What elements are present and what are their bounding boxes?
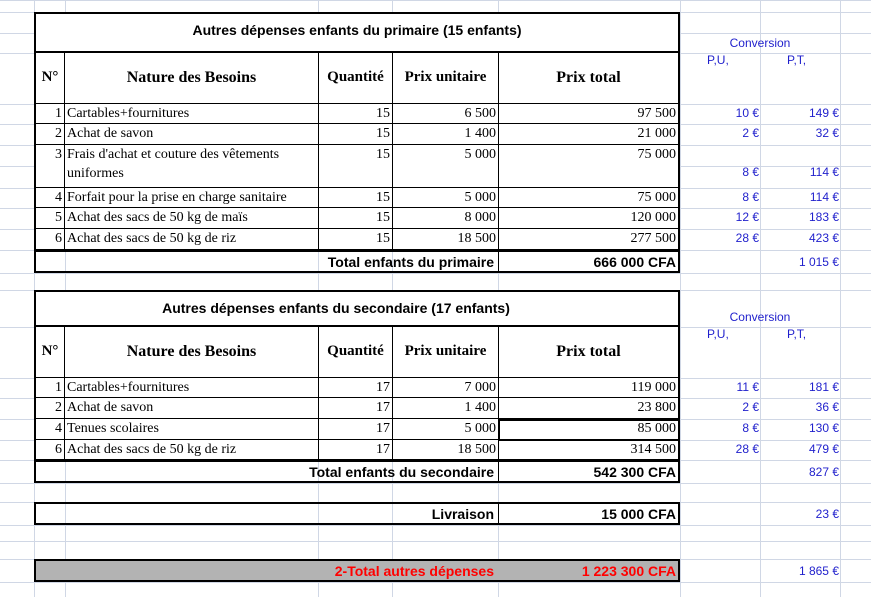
- row-total-price[interactable]: 75 000: [637, 147, 676, 162]
- row-unit-price[interactable]: 18 500: [457, 231, 496, 246]
- row-unit-price[interactable]: 1 400: [464, 400, 496, 415]
- row-eur-unit[interactable]: 28 €: [735, 232, 759, 245]
- row-nature[interactable]: Achat de savon: [67, 400, 154, 415]
- secondary-conversion-label: Conversion: [729, 311, 791, 324]
- secondary-header-total: Prix total: [556, 343, 621, 360]
- row-number[interactable]: 1: [55, 106, 62, 121]
- row-total-price[interactable]: 119 000: [631, 380, 676, 395]
- row-number[interactable]: 3: [55, 147, 62, 162]
- row-eur-total[interactable]: 130 €: [808, 422, 839, 435]
- row-unit-price[interactable]: 18 500: [457, 442, 496, 457]
- row-eur-unit[interactable]: 28 €: [735, 443, 759, 456]
- row-unit-price[interactable]: 5 000: [464, 421, 496, 436]
- row-total-price[interactable]: 277 500: [630, 231, 676, 246]
- row-quantity[interactable]: 17: [376, 421, 390, 436]
- row-eur-unit[interactable]: 2 €: [742, 401, 759, 414]
- row-nature[interactable]: Cartables+fournitures: [67, 380, 190, 395]
- row-eur-total[interactable]: 181 €: [808, 381, 839, 394]
- row-eur-total[interactable]: 114 €: [809, 191, 839, 204]
- primary-total-eur: 1 015 €: [798, 256, 839, 269]
- row-unit-price[interactable]: 6 500: [464, 106, 496, 121]
- primary-header-nature: Nature des Besoins: [126, 69, 257, 86]
- row-eur-total[interactable]: 32 €: [815, 127, 839, 140]
- row-eur-unit[interactable]: 10 €: [735, 107, 759, 120]
- row-eur-total[interactable]: 423 €: [808, 232, 839, 245]
- row-eur-total[interactable]: 149 €: [808, 107, 839, 120]
- row-number[interactable]: 4: [55, 421, 62, 436]
- row-eur-unit[interactable]: 8 €: [742, 166, 759, 179]
- grand-total-eur: 1 865 €: [798, 565, 839, 578]
- selected-cell[interactable]: [498, 419, 680, 441]
- row-quantity[interactable]: 15: [376, 190, 390, 205]
- primary-conversion-pt: P,T,: [787, 54, 807, 67]
- row-quantity[interactable]: 17: [376, 442, 390, 457]
- secondary-header-unit: Prix unitaire: [404, 343, 487, 359]
- primary-header-no: N°: [41, 69, 59, 85]
- row-nature[interactable]: Achat des sacs de 50 kg de maïs: [67, 210, 248, 225]
- row-unit-price[interactable]: 8 000: [464, 210, 496, 225]
- row-total-price[interactable]: 97 500: [637, 106, 676, 121]
- grand-total-value: 1 223 300 CFA: [581, 563, 676, 579]
- secondary-header-qty: Quantité: [327, 343, 384, 359]
- row-nature-continued[interactable]: uniformes: [67, 166, 124, 181]
- row-eur-unit[interactable]: 12 €: [735, 211, 759, 224]
- row-eur-unit[interactable]: 11 €: [736, 381, 759, 394]
- row-nature[interactable]: Achat des sacs de 50 kg de riz: [67, 442, 237, 457]
- row-number[interactable]: 1: [55, 380, 62, 395]
- grand-total-label: 2-Total autres dépenses: [334, 563, 494, 579]
- row-unit-price[interactable]: 5 000: [464, 190, 496, 205]
- row-nature[interactable]: Tenues scolaires: [67, 421, 159, 436]
- primary-total-value: 666 000 CFA: [593, 254, 676, 270]
- row-number[interactable]: 2: [55, 126, 62, 141]
- row-eur-unit[interactable]: 8 €: [742, 191, 759, 204]
- secondary-total-value: 542 300 CFA: [593, 464, 676, 480]
- row-nature[interactable]: Cartables+fournitures: [67, 106, 190, 121]
- row-nature[interactable]: Achat des sacs de 50 kg de riz: [67, 231, 237, 246]
- row-eur-unit[interactable]: 8 €: [742, 422, 759, 435]
- row-number[interactable]: 2: [55, 400, 62, 415]
- row-quantity[interactable]: 15: [376, 126, 390, 141]
- row-number[interactable]: 6: [55, 231, 62, 246]
- row-eur-total[interactable]: 114 €: [809, 166, 839, 179]
- row-unit-price[interactable]: 1 400: [464, 126, 496, 141]
- primary-header-unit: Prix unitaire: [404, 69, 487, 85]
- row-unit-price[interactable]: 5 000: [464, 147, 496, 162]
- row-eur-total[interactable]: 479 €: [808, 443, 839, 456]
- secondary-header-nature: Nature des Besoins: [126, 343, 257, 360]
- row-number[interactable]: 4: [55, 190, 62, 205]
- row-number[interactable]: 5: [55, 210, 62, 225]
- row-nature[interactable]: Achat de savon: [67, 126, 154, 141]
- primary-conversion-label: Conversion: [729, 37, 791, 50]
- row-total-price[interactable]: 21 000: [637, 126, 676, 141]
- primary-header-qty: Quantité: [327, 69, 384, 85]
- livraison-eur: 23 €: [815, 508, 839, 521]
- row-eur-total[interactable]: 36 €: [815, 401, 839, 414]
- secondary-conversion-pt: P,T,: [787, 328, 807, 341]
- livraison-value: 15 000 CFA: [601, 506, 676, 522]
- row-eur-total[interactable]: 183 €: [808, 211, 839, 224]
- livraison-label: Livraison: [431, 506, 494, 522]
- row-total-price[interactable]: 120 000: [630, 210, 676, 225]
- row-nature[interactable]: Frais d'achat et couture des vêtements: [67, 147, 280, 162]
- secondary-header-no: N°: [41, 343, 59, 359]
- row-number[interactable]: 6: [55, 442, 62, 457]
- row-quantity[interactable]: 17: [376, 400, 390, 415]
- secondary-total-label: Total enfants du secondaire: [309, 464, 494, 480]
- primary-title: Autres dépenses enfants du primaire (15 enfants): [192, 22, 522, 38]
- row-quantity[interactable]: 15: [376, 231, 390, 246]
- row-total-price[interactable]: 314 500: [630, 442, 676, 457]
- row-quantity[interactable]: 15: [376, 147, 390, 162]
- primary-total-label: Total enfants du primaire: [327, 254, 494, 270]
- row-total-price[interactable]: 75 000: [637, 190, 676, 205]
- primary-conversion-pu: P,U,: [707, 54, 729, 67]
- row-total-price[interactable]: 23 800: [637, 400, 676, 415]
- row-eur-unit[interactable]: 2 €: [742, 127, 759, 140]
- primary-header-total: Prix total: [556, 69, 621, 86]
- secondary-title: Autres dépenses enfants du secondaire (17 enfants): [162, 300, 510, 316]
- row-quantity[interactable]: 15: [376, 210, 390, 225]
- row-total-price[interactable]: 85 000: [637, 421, 676, 436]
- row-quantity[interactable]: 17: [376, 380, 390, 395]
- secondary-conversion-pu: P,U,: [707, 328, 729, 341]
- row-quantity[interactable]: 15: [376, 106, 390, 121]
- row-nature[interactable]: Forfait pour la prise en charge sanitaire: [67, 190, 287, 205]
- secondary-total-eur: 827 €: [808, 466, 839, 479]
- row-unit-price[interactable]: 7 000: [464, 380, 496, 395]
